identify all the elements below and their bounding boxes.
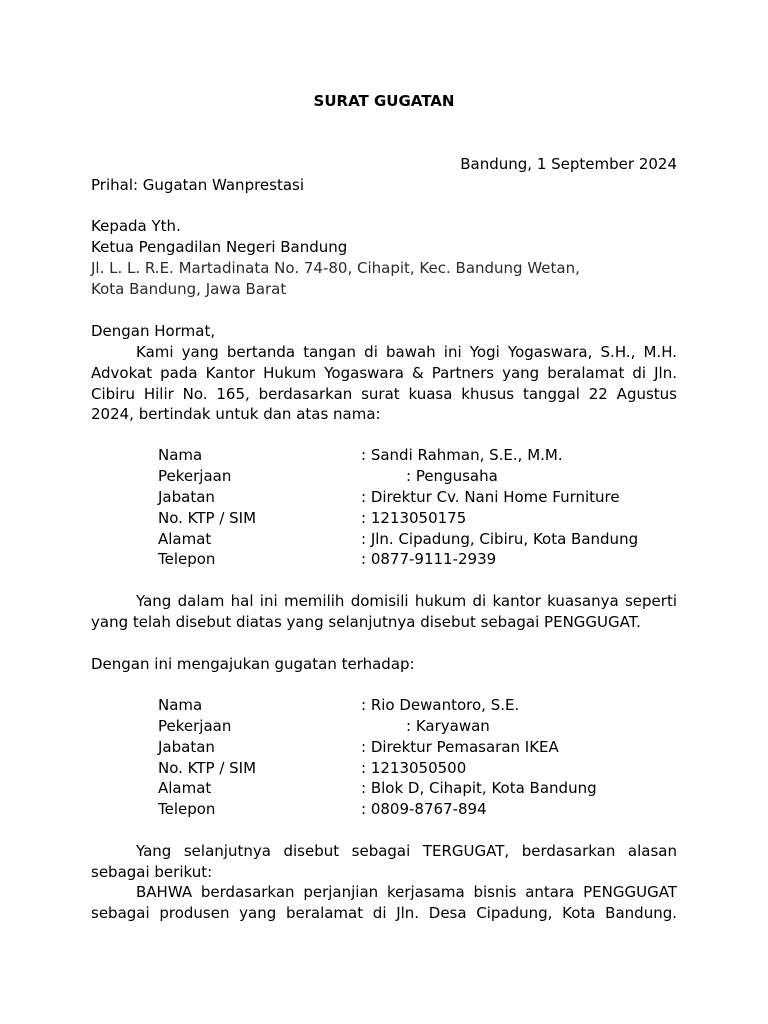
reason-paragraph bbox=[91, 841, 677, 883]
field-value: : 0877-9111-2939 bbox=[361, 550, 497, 568]
field-value: : Jln. Cipadung, Cibiru, Kota Bandung bbox=[361, 530, 639, 548]
field-value: : Sandi Rahman, S.E., M.M. bbox=[361, 446, 563, 464]
field-label: Jabatan bbox=[158, 488, 215, 506]
field-value: : Direktur Cv. Nani Home Furniture bbox=[361, 488, 620, 506]
bahwa-line: sebagai produsen yang beralamat di Jln. Desa Cipadung, Kota Bandung. bbox=[91, 903, 677, 922]
intro-paragraph bbox=[91, 342, 677, 425]
recipient-address-line1: Jl. L. L. R.E. Martadinata No. 74-80, Cihapit, Kec. Bandung Wetan, bbox=[91, 259, 580, 277]
reason-line: Yang selanjutnya disebut sebagai TERGUGAT, berdasarkan alasan bbox=[136, 842, 677, 860]
field-label: Nama bbox=[158, 696, 203, 714]
domicile-paragraph bbox=[91, 591, 677, 633]
letter-subject: Prihal: Gugatan Wanprestasi bbox=[91, 176, 305, 194]
field-label: Jabatan bbox=[158, 738, 215, 756]
field-value: : 0809-8767-894 bbox=[361, 800, 487, 818]
reason-line: sebagai berikut: bbox=[91, 862, 213, 881]
intro-line: Cibiru Hilir No. 165, berdasarkan surat kuasa khusus tanggal 22 Agustus bbox=[91, 384, 677, 403]
recipient-salutation: Kepada Yth. bbox=[91, 217, 181, 235]
domicile-line: Yang dalam hal ini memilih domisili hukum di kantor kuasanya seperti bbox=[136, 592, 677, 610]
intro-line: 2024, bertindak untuk dan atas nama: bbox=[91, 405, 381, 424]
field-label: No. KTP / SIM bbox=[158, 759, 257, 777]
field-label: Pekerjaan bbox=[158, 467, 232, 485]
field-label: Nama bbox=[158, 446, 203, 464]
field-label: Telepon bbox=[158, 800, 216, 818]
domicile-line: yang telah disebut diatas yang selanjutnya disebut sebagai PENGGUGAT. bbox=[91, 612, 641, 631]
intro-line: Kami yang bertanda tangan di bawah ini Yogi Yogaswara, S.H., M.H. bbox=[136, 343, 677, 361]
field-value: : 1213050175 bbox=[361, 509, 467, 527]
field-value: : Pengusaha bbox=[406, 467, 498, 485]
recipient-name: Ketua Pengadilan Negeri Bandung bbox=[91, 238, 348, 256]
field-label: Telepon bbox=[158, 550, 216, 568]
field-label: Alamat bbox=[158, 530, 212, 548]
intro-line: Advokat pada Kantor Hukum Yogaswara & Partners yang beralamat di Jln. bbox=[91, 363, 677, 382]
field-value: : 1213050500 bbox=[361, 759, 467, 777]
field-value: : Rio Dewantoro, S.E. bbox=[361, 696, 520, 714]
bahwa-line: BAHWA berdasarkan perjanjian kerjasama bisnis antara PENGGUGAT bbox=[136, 883, 677, 901]
bahwa-paragraph bbox=[91, 882, 677, 924]
greeting: Dengan Hormat, bbox=[91, 322, 216, 340]
document-title: SURAT GUGATAN bbox=[313, 92, 455, 110]
field-label: No. KTP / SIM bbox=[158, 509, 257, 527]
against-heading: Dengan ini mengajukan gugatan terhadap: bbox=[91, 655, 415, 673]
field-label: Pekerjaan bbox=[158, 717, 232, 735]
field-value: : Blok D, Cihapit, Kota Bandung bbox=[361, 779, 597, 797]
letter-date: Bandung, 1 September 2024 bbox=[460, 155, 677, 173]
field-value: : Direktur Pemasaran IKEA bbox=[361, 738, 559, 756]
field-value: : Karyawan bbox=[406, 717, 490, 735]
recipient-address-line2: Kota Bandung, Jawa Barat bbox=[91, 280, 287, 298]
field-label: Alamat bbox=[158, 779, 212, 797]
